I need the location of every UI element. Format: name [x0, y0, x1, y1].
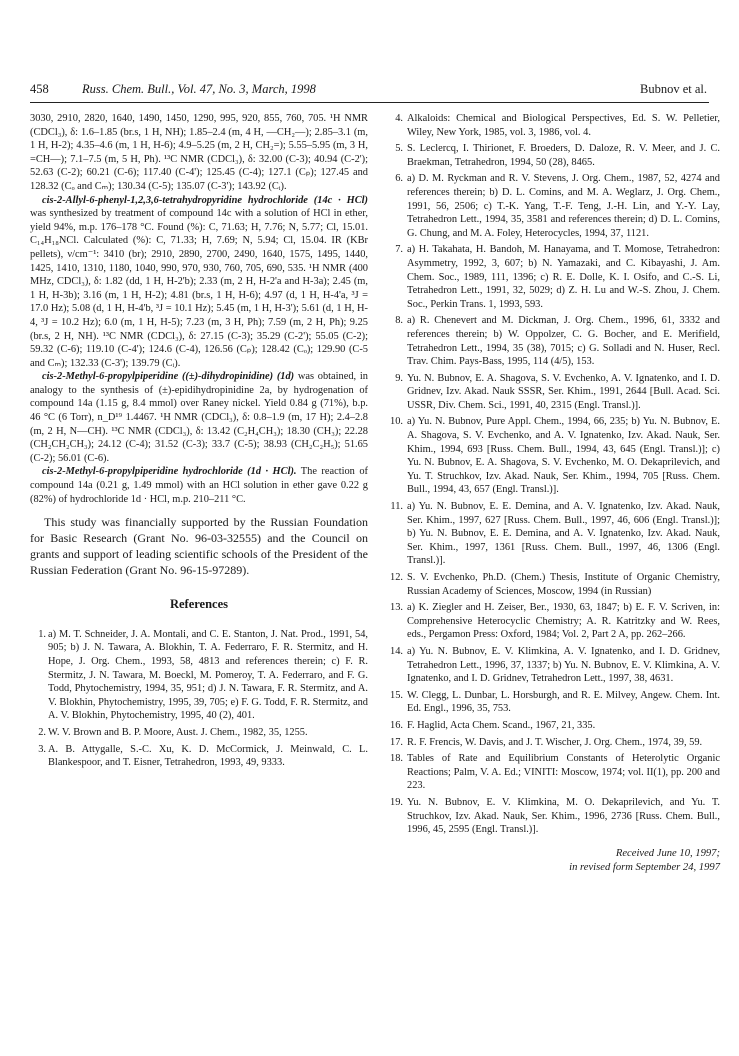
reference-text: S. V. Evchenko, Ph.D. (Chem.) Thesis, Institute of Organic Chemistry, Russian Academy of Sciences, Moscow, 1994 (in Russian): [407, 572, 720, 597]
reference-item: [385, 112, 720, 139]
reference-text: W. V. Brown and B. P. Moore, Aust. J. Chem., 1982, 35, 1255.: [48, 726, 308, 738]
reference-text: Alkaloids: Chemical and Biological Perspectives, Ed. S. W. Pelletier, Wiley, New York, 1985, vol. 3, 1986, vol. 4.: [407, 113, 720, 138]
experimental-paragraph: [30, 112, 368, 194]
reference-item: [385, 314, 720, 368]
reference-item: [385, 689, 720, 716]
left-column: [30, 112, 368, 773]
reference-text: a) H. Takahata, H. Bandoh, M. Hanayama, and T. Momose, Tetrahedron: Asymmetry, 1992, 3, 607; b) N. Yamazaki, and C. Kibayashi, J. Am. Chem. Soc., 1989, 111, 1396; c) R. E. Dolle, K. I. Osifo, and C.-S. Li, Tetrahedron Lett., 1991, 32, 5029; d) Z. H. Lu and W.-S. Zhou, J. Chem. Soc., Perkin Trans. 1, 1993, 593.: [407, 244, 720, 310]
reference-number: 9.: [395, 372, 403, 384]
experimental-text: was synthesized by treatment of compound 14c with a solution of HCl in ether, yield 94%, m.p. 176–178 °C. Found (%): C, 71.63; H, 7.76; N, 5.77; Cl, 15.01. C₁₄H₁₈NCl. Calculated (%): C, 71.33; H, 7.69; N, 5.94; Cl, 15.04. IR (KBr pellets), ν/cm⁻¹: 3410 (br); 2910, 2890, 2700, 2490, 1640, 1575, 1495, 1440, 1425, 1410, 1310, 1180, 1040, 990, 970, 930, 760, 705, 690, 535. ¹H NMR (400 MHz, CDCl₃), δ: 1.82 (dd, 1 H, H-2'b); 2.33 (m, 2 H, H-2'a and H-3a); 2.45 (m, 1 H, H-3b); 3.16 (m, 1 H, H-2); 4.81 (br.s, 1 H, H-6); 4.97 (d, 1 H, H-4'a, ³J = 17.0 Hz); 5.08 (d, 1 H, H-4'b, ³J = 10.1 Hz); 5.45 (m, 1 H, H-3'); 5.61 (d, 1 H, H-4, ³J = 10.2 Hz); 6.0 (m, 1 H, H-5); 7.23 (m, 3 H, Ph); 7.59 (m, 2 H, Ph); 9.25 (br.s, 2 H, NH). ¹³C NMR (CDCl₃), δ: 27.15 (C-3); 35.29 (C-2'); 55.05 (C-2); 59.32 (C-6); 119.10 (C-4'); 124.6 (C-4), 126.56 (Cₚ); 128.42 (Cₒ); 129.90 (C-5 and Cₘ); 132.33 (C-3'); 139.79 (Cᵢ).: [30, 208, 368, 369]
reference-text: a) R. Chenevert and M. Dickman, J. Org. Chem., 1996, 61, 3332 and references therein; b) W. Oppolzer, C. G. Bocher, and E. Merifield, Tetrahedron Lett., 1994, 35 (38), 7015; c) G. Solladi and N. Huser, Recl. Trav. Chim. Pays-Bass, 1995, 114 (4/5), 153.: [407, 315, 720, 368]
revised-line: in revised form September 24, 1997: [569, 861, 720, 873]
reference-item: [385, 571, 720, 598]
reference-number: 5.: [395, 143, 403, 155]
reference-item: [385, 736, 720, 750]
reference-number: 19.: [390, 796, 403, 808]
reference-number: 13.: [390, 602, 403, 614]
acknowledgment: This study was financially supported by the Russian Foundation for Basic Research (Grant No. 96-03-32555) and the Council on grants and support of leading scientific schools of the President of the Russian Federation (Grant No. 96-15-97289).: [30, 515, 368, 578]
compound-heading: cis-2-Methyl-6-propylpiperidine ((±)-dihydropinidine) (1d): [42, 371, 295, 383]
received-line: Received June 10, 1997;: [615, 847, 720, 859]
reference-item: [385, 645, 720, 686]
reference-item: [30, 628, 368, 723]
reference-number: 1.: [38, 628, 46, 640]
running-header: [30, 80, 709, 103]
reference-text: F. Haglid, Acta Chem. Scand., 1967, 21, 335.: [407, 719, 596, 731]
references-heading: References: [169, 597, 229, 612]
reference-text: a) Yu. N. Bubnov, Pure Appl. Chem., 1994, 66, 235; b) Yu. N. Bubnov, E. A. Shagova, S. V. Evchenko, and A. V. Ignatenko, Izv. Akad. Nauk, Ser. Khim., 1994, 693 [Russ. Chem. Bull., 1994, 43, 645 (Engl. Transl.)]; c) Yu. N. Bubnov, E. A. Shagova, S. V. Evchenko, M. O. Dekaprilevich, and Yu. T. Struchkov, Izv. Akad. Nauk, Ser. Khim., 1994, 705 [Russ. Chem. Bull., 1994, 43, 657 (Engl. Transl.)].: [407, 416, 720, 496]
right-column: [385, 112, 720, 875]
experimental-text: 3030, 2910, 2820, 1640, 1490, 1450, 1290, 995, 920, 855, 760, 705. ¹H NMR (CDCl₃), δ: 1.6–1.85 (br.s, 1 H, NH); 1.85–2.4 (m, 4 H, —CH₂—); 2.85–3.1 (m, 1 H, H-2); 4.35–4.6 (m, 1 H, H-6); 4.9–5.25 (m, 2 H, CH₂=); 5.55–5.95 (m, 3 H, =CH—); 7.1–7.5 (m, 5 H, Ph). ¹³C NMR (CDCl₃), δ: 32.00 (C-3); 40.94 (C-2'); 52.63 (C-2); 60.21 (C-6); 117.40 (C-4'); 125.45 (C-4); 127.1 (Cₚ); 127.45 and 128.32 (Cₒ and Cₘ); 130.34 (C-5); 135.07 (C-3'); 143.92 (Cᵢ).: [30, 113, 368, 192]
reference-text: S. Leclercq, I. Thirionet, F. Broeders, D. Daloze, R. V. Meer, and J. C. Braekman, Tetrahedron, 1994, 50 (28), 8465.: [407, 143, 720, 168]
reference-item: [385, 243, 720, 311]
reference-item: [30, 743, 368, 770]
experimental-paragraph: [30, 465, 368, 506]
reference-number: 11.: [390, 501, 403, 513]
reference-item: [385, 415, 720, 497]
reference-number: 6.: [395, 173, 403, 185]
reference-item: [385, 142, 720, 169]
references-list-left: [30, 628, 368, 770]
reference-text: Tables of Rate and Equilibrium Constants of Heterolytic Organic Reactions; Palm, V. A. Ed.; VINITI: Moscow, 1974; vol. II(1), pp. 200 and 223.: [407, 753, 720, 792]
reference-item: [30, 726, 368, 740]
reference-number: 14.: [390, 645, 403, 657]
running-authors: Bubnov et al.: [639, 82, 707, 96]
reference-number: 12.: [390, 572, 403, 583]
experimental-text: The reaction of compound 14a (0.21 g, 1.49 mmol) with an HCl solution in ether gave 0.22 g (82%) of hydrochloride 1d · HCl, m.p. 210–211 °C.: [30, 466, 368, 505]
experimental-paragraph: [30, 194, 368, 371]
reference-item: [385, 372, 720, 413]
reference-item: [385, 601, 720, 642]
experimental-text: was obtained, in analogy to the synthesis of (±)-epidihydropinidine 2a, by hydrogenation of compound 14a (1.15 g, 8.4 mmol) over Raney nickel. Yield 0.84 g (71%), b.p. 46 °C (6 Torr), n_D¹⁹ 1.4467. ¹H NMR (CDCl₃), δ: 0.8–1.9 (m, 17 H); 2.4–2.8 (m, 2 H, N—CH). ¹³C NMR (CDCl₃), δ: 13.42 (C₂H₄CH₃); 18.30 (CH₃); 22.28 (CH₂CH₂CH₃); 24.12 (C-4); 31.52 (C-3); 33.7 (C-5); 38.93 (CH₂C₂H₅); 51.65 (C-2); 56.01 (C-6).: [30, 371, 368, 464]
reference-number: 10.: [390, 416, 403, 428]
journal-citation: Russ. Chem. Bull., Vol. 47, No. 3, March, 1998: [82, 82, 316, 96]
reference-text: a) M. T. Schneider, J. A. Montali, and C. E. Stanton, J. Nat. Prod., 1991, 54, 905; b) J. N. Tawara, A. Blokhin, T. A. Federraro, F. R. Stermitz, and H. Hope, J. Org. Chem., 1993, 58, 4813 and references therein; c) F. R. Stermitz, J. N. Tawara, M. Boeckl, M. Pomeroy, T. A. Federraro, and F. G. Todd, Phytochemistry, 1994, 35, 951; d) J. N. Tawara, F. R. Stermitz, and A. V. Blokhin, Phytochemistry, 1995, 39, 705; e) F. G. Todd, F. R. Stermitz, and A. V. Blokhin, Phytochemistry, 1995, 40 (2), 401.: [48, 628, 368, 722]
reference-text: a) Yu. N. Bubnov, E. E. Demina, and A. V. Ignatenko, Izv. Akad. Nauk, Ser. Khim., 1997, 627 [Russ. Chem. Bull., 1997, 46, 606 (Engl. Transl.)]; b) Yu. N. Bubnov, E. E. Demina, and A. V. Ignatenko, Izv. Akad. Nauk, Ser. Khim., 1997, 1361 [Russ. Chem. Bull., 1997, 46, 1306 (Engl. Transl.)].: [407, 501, 720, 567]
reference-number: 17.: [390, 736, 403, 748]
reference-text: R. F. Frencis, W. Davis, and J. T. Wischer, J. Org. Chem., 1974, 39, 59.: [407, 736, 703, 748]
compound-heading: cis-2-Methyl-6-propylpiperidine hydrochloride (1d · HCl).: [42, 466, 297, 478]
reference-text: a) D. M. Ryckman and R. V. Stevens, J. Org. Chem., 1987, 52, 4274 and references therein; b) D. L. Comins, and M. A. Weglarz, J. Org. Chem., 1991, 56, 2506; c) T.-K. Yang, T.-F. Teng, J.-H. Lin, and Y.-Y. Lay, Tetrahedron Lett., 1994, 35, 3581 and references therein; d) D. L. Comins, G. Chung, and M. A. Foley, Heterocycles, 1994, 37, 1121.: [407, 173, 720, 239]
reference-text: a) Yu. N. Bubnov, E. V. Klimkina, A. V. Ignatenko, and I. D. Gridnev, Tetrahedron Lett., 1996, 37, 1337; b) Yu. N. Bubnov, E. V. Klimkina, A. V. Ignatenko, and I. D. Gridnev, Tetrahedron Lett., 1997, 38, 4631.: [407, 645, 720, 685]
reference-number: 8.: [395, 315, 403, 327]
reference-number: 18.: [390, 753, 403, 765]
reference-text: a) K. Ziegler and H. Zeiser, Ber., 1930, 63, 1847; b) E. F. V. Scriven, in: Comprehensive Heterocyclic Chemistry; A. R. Katritzky and W. Rees, eds., Pergamon Press: Oxford, 1984; Vol. 2, Part 2 A, pp. 262–266.: [407, 602, 720, 641]
compound-heading: cis-2-Allyl-6-phenyl-1,2,3,6-tetrahydropyridine hydrochloride (14c · HCl): [42, 194, 368, 206]
reference-text: Yu. N. Bubnov, E. A. Shagova, S. V. Evchenko, A. V. Ignatenko, and I. D. Gridnev, Izv. Akad. Nauk SSSR, Ser. Khim., 1991, 2644 [Bull. Acad. Sci. USSR, Div. Chem. Sci., 1991, 40, 2315 (Engl. Transl.)].: [407, 372, 720, 411]
reference-number: 16.: [390, 719, 403, 731]
page-number: 458: [30, 82, 49, 96]
received-dates: [385, 847, 720, 875]
reference-number: 4.: [395, 113, 403, 124]
reference-item: [385, 719, 720, 733]
reference-text: W. Clegg, L. Dunbar, L. Horsburgh, and R. E. Milvey, Angew. Chem. Int. Ed. Engl., 1996, 35, 753.: [407, 689, 720, 715]
reference-item: [385, 172, 720, 240]
reference-item: [385, 796, 720, 837]
reference-number: 2.: [38, 726, 46, 738]
reference-text: A. B. Attygalle, S.-C. Xu, K. D. McCormick, J. Meinwald, C. L. Blankespoor, and T. Eisner, Tetrahedron, 1993, 49, 9333.: [48, 743, 368, 769]
reference-item: [385, 752, 720, 793]
reference-number: 7.: [395, 244, 403, 256]
reference-number: 15.: [390, 689, 403, 701]
reference-text: Yu. N. Bubnov, E. V. Klimkina, M. O. Dekaprilevich, and Yu. T. Struchkov, Izv. Akad. Nauk, Ser. Khim., 1996, 2736 [Russ. Chem. Bull., 1996, 45, 2595 (Engl. Transl.)].: [407, 796, 720, 836]
experimental-paragraph: [30, 370, 368, 465]
reference-item: [385, 500, 720, 568]
reference-number: 3.: [38, 743, 46, 755]
